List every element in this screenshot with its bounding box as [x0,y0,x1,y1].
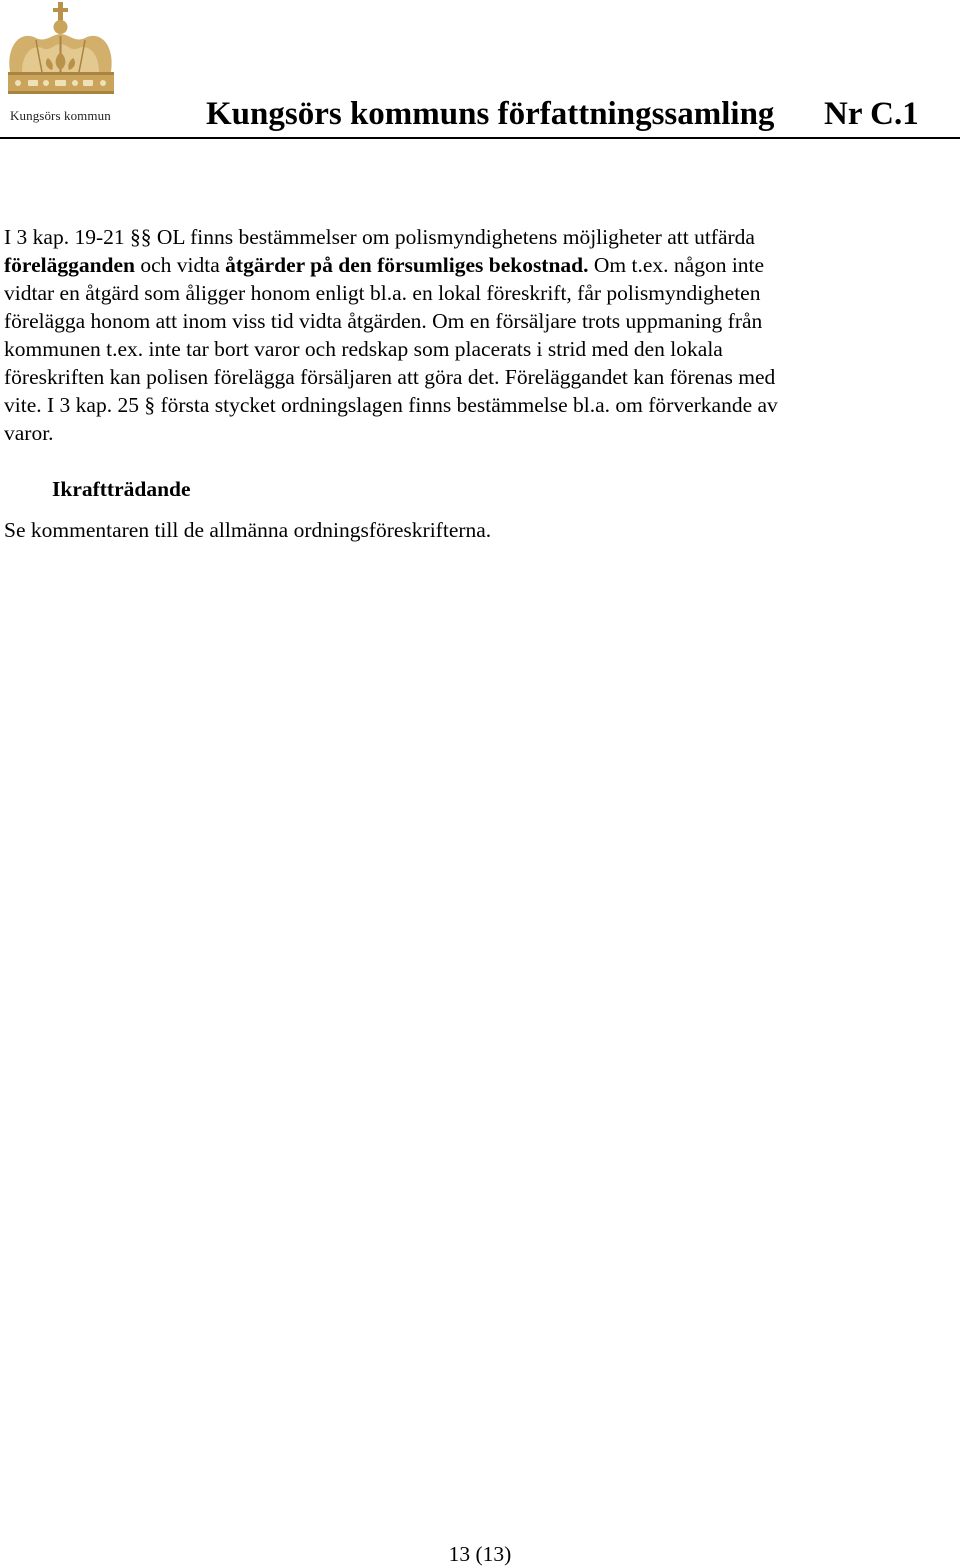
section-text: Se kommentaren till de allmänna ordningsföreskrifterna. [4,518,492,542]
bold-term: förelägganden [4,253,135,277]
paragraph-line: I 3 kap. 19-21 §§ OL finns bestämmelser om polismyndighetens möjligheter att utfärda [4,225,755,249]
section-heading: Ikraftträdande [52,477,191,501]
page-number: 13 (13) [448,1542,512,1566]
paragraph-line [4,251,956,279]
paragraph-line: föreskriften kan polisen förelägga försäljaren att göra det. Föreläggandet kan förenas med [4,365,776,389]
crown-icon [2,0,120,106]
logo-text: Kungsörs kommun [10,108,111,123]
page-title: Kungsörs kommuns författningssamling [206,96,775,132]
text-fragment: Om t.ex. någon inte [588,253,765,277]
text-fragment: och vidta [135,253,226,277]
paragraph-line: förelägga honom att inom viss tid vidta åtgärden. Om en försäljare trots uppmaning från [4,309,763,333]
paragraph-line: vidtar en åtgärd som åligger honom enligt bl.a. en lokal föreskrift, får polismyndigheten [4,281,761,305]
paragraph-line: varor. [4,421,54,445]
paragraph-line: vite. I 3 kap. 25 § första stycket ordningslagen finns bestämmelse bl.a. om förverkande av [4,393,778,417]
body-paragraph [4,223,956,447]
document-number: Nr C.1 [824,96,919,132]
municipality-logo [2,0,120,128]
paragraph-line: kommunen t.ex. inte tar bort varor och redskap som placerats i strid med den lokala [4,337,723,361]
bold-term: åtgärder på den försumliges bekostnad. [225,253,589,277]
header-divider [0,137,960,139]
